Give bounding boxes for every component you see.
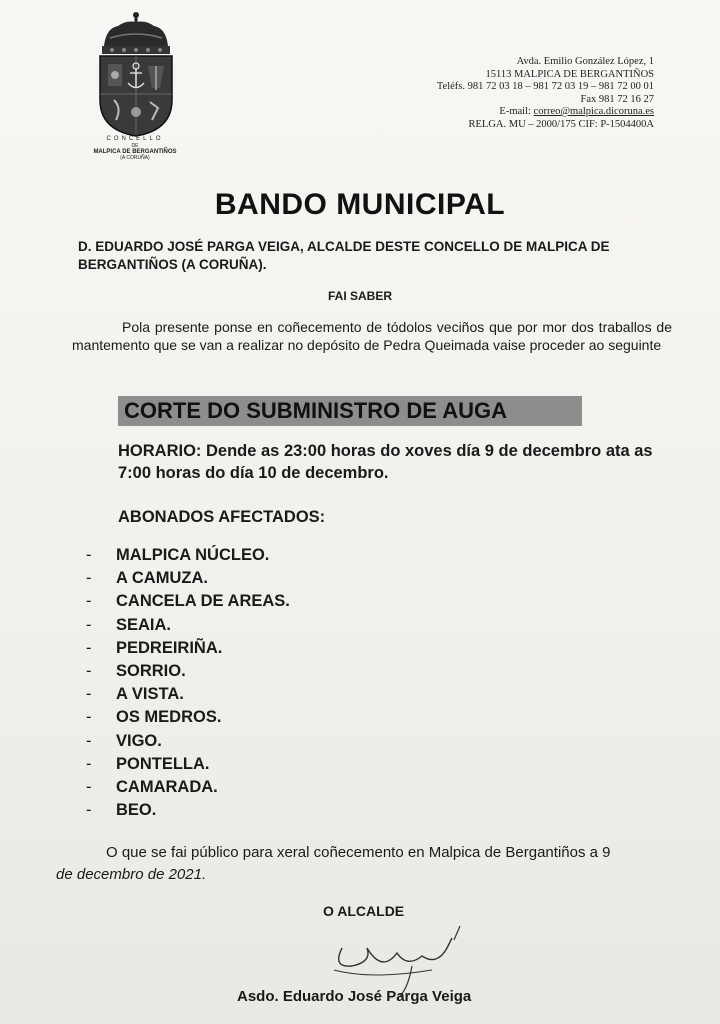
location-name: BEO. xyxy=(116,801,157,820)
bullet-dash: - xyxy=(86,731,92,750)
bullet-dash: - xyxy=(86,546,92,564)
address-city: 15113 MALPICA DE BERGANTIÑOS xyxy=(485,68,654,80)
list-item xyxy=(86,660,290,683)
bullet-dash: - xyxy=(86,708,92,727)
bullet-dash: - xyxy=(86,592,92,611)
list-item xyxy=(86,753,290,776)
bullet-dash: - xyxy=(86,685,92,704)
crest-caption-line3: MALPICA DE BERGANTIÑOS xyxy=(93,149,177,155)
list-item xyxy=(86,706,290,729)
address-phones: Teléfs. 981 72 03 18 – 981 72 03 19 – 981 72 00 01 xyxy=(436,81,654,92)
document-title: BANDO MUNICIPAL xyxy=(214,188,506,221)
list-item xyxy=(86,637,290,660)
crest-caption-line4: (A CORUÑA) xyxy=(120,155,150,161)
location-name: MALPICA NÚCLEO. xyxy=(116,546,270,564)
crest-caption-line1: CONCELLO xyxy=(106,136,164,142)
bullet-dash: - xyxy=(86,754,92,773)
list-item xyxy=(86,776,290,799)
bullet-dash: - xyxy=(86,615,92,634)
closing-paragraph xyxy=(56,842,676,886)
address-registry: RELGA. MU – 2000/175 CIF: P-1504400A xyxy=(468,118,654,130)
affected-heading: ABONADOS AFECTADOS: xyxy=(118,508,326,526)
crest-icon xyxy=(86,8,186,138)
location-name: PEDREIRIÑA. xyxy=(116,638,223,657)
list-item xyxy=(86,544,290,567)
email-link[interactable]: correo@malpica.dicoruna.es xyxy=(533,106,654,117)
signer-name: Asdo. Eduardo José Parga Veiga xyxy=(237,988,472,1005)
affected-locations-list xyxy=(86,544,290,822)
crest-caption xyxy=(70,136,200,161)
list-item xyxy=(86,730,290,753)
location-name: A VISTA. xyxy=(116,685,184,704)
list-item xyxy=(86,683,290,706)
location-name: A CAMUZA. xyxy=(116,569,208,588)
bullet-dash: - xyxy=(86,801,92,820)
location-name: CAMARADA. xyxy=(116,777,218,796)
address-street: Avda. Emilio González López, 1 xyxy=(516,56,654,67)
address-block xyxy=(437,56,654,131)
location-name: SORRIO. xyxy=(116,661,186,680)
address-fax: Fax 981 72 16 27 xyxy=(580,93,654,105)
list-item xyxy=(86,590,290,613)
email-label: E-mail: xyxy=(499,106,534,117)
bullet-dash: - xyxy=(86,661,92,680)
location-name: PONTELLA. xyxy=(116,754,210,773)
signature-icon xyxy=(312,918,482,998)
location-name: SEAIA. xyxy=(116,615,172,634)
water-cut-banner: CORTE DO SUBMINISTRO DE AUGA xyxy=(118,396,582,426)
list-item xyxy=(86,614,290,637)
closing-date: de decembro de 2021. xyxy=(56,866,207,883)
bullet-dash: - xyxy=(86,777,92,796)
location-name: OS MEDROS. xyxy=(116,708,222,727)
location-name: CANCELA DE AREAS. xyxy=(116,592,290,611)
closing-text: O que se fai público para xeral coñecemento en Malpica de Bergantiños a 9 xyxy=(106,844,611,861)
signer-title: O ALCALDE xyxy=(323,903,405,919)
schedule-paragraph: HORARIO: Dende as 23:00 horas do xoves día 9 de decembro ata as 7:00 horas do día 10 de decembro. xyxy=(118,442,653,482)
address-email-line xyxy=(437,106,654,119)
crest-caption-line2: DE xyxy=(131,143,139,149)
list-item xyxy=(86,799,290,822)
intro-paragraph: Pola presente ponse en coñecemento de tódolos veciños que por mor dos traballos de mantemento que se van a realizar no depósito de Pedra Queimada vaise proceder ao seguinte xyxy=(72,319,672,353)
bullet-dash: - xyxy=(86,638,92,657)
location-name: VIGO. xyxy=(116,731,162,750)
bullet-dash: - xyxy=(86,569,92,588)
list-item xyxy=(86,567,290,590)
fai-saber-heading: FAI SABER xyxy=(327,289,392,303)
subject-line: D. EDUARDO JOSÉ PARGA VEIGA, ALCALDE DESTE CONCELLO DE MALPICA DE BERGANTIÑOS (A CORUÑA). xyxy=(78,239,610,272)
